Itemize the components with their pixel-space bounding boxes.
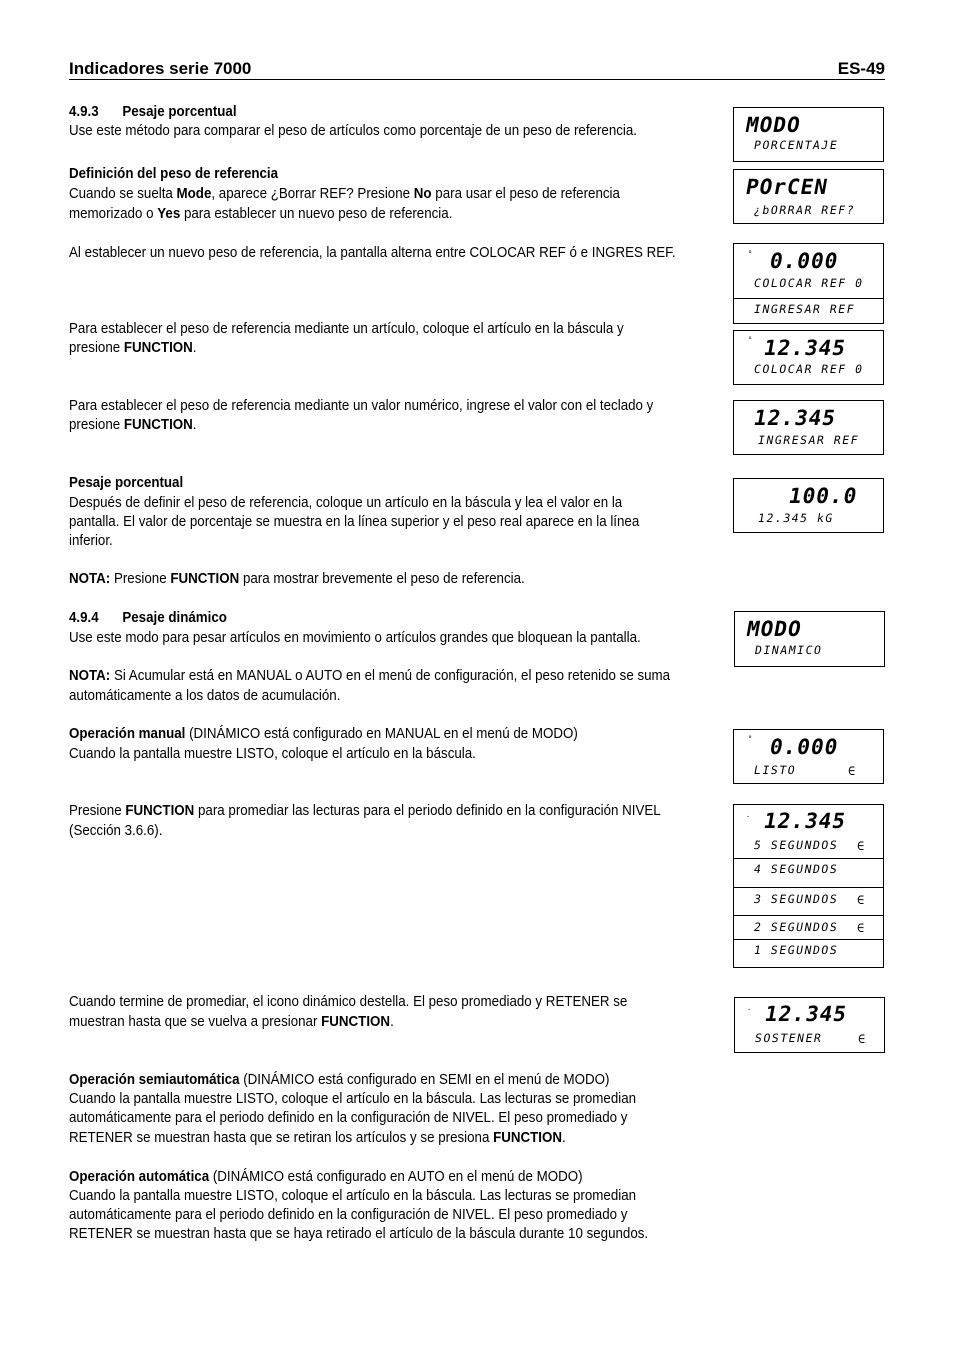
lcd-display-colocar-ref [733, 330, 884, 385]
lcd-sub-line: LISTO [752, 763, 798, 777]
paragraph-line: Después de definir el peso de referencia, coloque un artículo en la báscula y lea el valor en la [69, 495, 623, 511]
dynamic-icon: ∈ [848, 764, 856, 778]
lcd-divider [734, 939, 883, 940]
header-rule [69, 79, 885, 80]
lcd-main-line: 0.000 [767, 249, 841, 273]
lcd-display-percent [733, 478, 884, 533]
section-number: 4.9.3 [69, 104, 99, 120]
countdown-row: 1 SEGUNDOS [752, 943, 840, 957]
lcd-alt-line: INGRESAR REF [752, 302, 857, 316]
countdown-row: 4 SEGUNDOS [752, 862, 840, 876]
lcd-main-line: 12.345 [762, 1002, 849, 1026]
lcd-display-porcen [733, 169, 884, 224]
lcd-divider [734, 915, 883, 916]
lcd-main-line: 12.345 [761, 336, 848, 360]
lcd-main-line: 100.0 [786, 484, 860, 508]
lcd-main-line: 12.345 [761, 809, 848, 833]
lcd-main-line: POrCEN [743, 175, 830, 199]
dynamic-icon: ∈ [857, 893, 865, 907]
zero-indicator-icon: ° [748, 735, 753, 743]
lcd-divider [734, 887, 883, 888]
lcd-display-modo-dinamico [734, 611, 885, 667]
lcd-sub-line: SOSTENER [753, 1031, 824, 1045]
lcd-sub-line: COLOCAR REF 0 [752, 362, 865, 376]
lcd-sub-line: COLOCAR REF 0 [752, 276, 865, 290]
paragraph-line: Cuando la pantalla muestre LISTO, coloque el artículo en la báscula. Las lecturas se promedian [69, 1091, 637, 1107]
countdown-row: 2 SEGUNDOS [752, 920, 840, 934]
lcd-main-line: MODO [744, 617, 804, 641]
lcd-sub-line: ¿bORRAR REF? [752, 203, 857, 217]
countdown-row: 5 SEGUNDOS [752, 838, 840, 852]
paragraph-line: Cuando la pantalla muestre LISTO, coloque el artículo en la báscula. Las lecturas se promedian [69, 1188, 637, 1204]
lcd-divider [734, 298, 883, 299]
lcd-display-ingresar-ref [733, 400, 884, 455]
paragraph-line: Operación semiautomática (DINÁMICO está configurado en SEMI en el menú de MODO) [69, 1072, 610, 1088]
dynamic-icon: ∈ [857, 839, 865, 853]
paragraph-line: Para establecer el peso de referencia mediante un artículo, coloque el artículo en la báscula y [69, 321, 624, 337]
paragraph-line: Operación manual (DINÁMICO está configurado en MANUAL en el menú de MODO) [69, 726, 578, 742]
paragraph-line: RETENER se muestran hasta que se retiran los artículos y se presiona FUNCTION. [69, 1130, 566, 1146]
page-number: ES-49 [837, 59, 885, 78]
paragraph-line: inferior. [69, 533, 113, 549]
section-title: Pesaje porcentual [122, 104, 237, 120]
zero-indicator-icon: · [747, 1006, 752, 1014]
paragraph-line: (Sección 3.6.6). [69, 823, 163, 839]
paragraph-line: automáticamente para el periodo definido en la configuración de NIVEL. El peso promediado y [69, 1110, 628, 1126]
zero-indicator-icon: · [746, 813, 751, 821]
section-title: Pesaje dinámico [122, 610, 227, 626]
paragraph: Al establecer un nuevo peso de referencia, la pantalla alterna entre COLOCAR REF ó e INGRES REF. [69, 245, 676, 261]
paragraph-line: Cuando se suelta Mode, aparece ¿Borrar REF? Presione No para usar el peso de referencia [69, 186, 620, 202]
lcd-display-colocar-ingresar [733, 243, 884, 324]
paragraph-line: Para establecer el peso de referencia mediante un valor numérico, ingrese el valor con el teclado y [69, 398, 654, 414]
subheading: Definición del peso de referencia [69, 166, 279, 182]
note-line: automáticamente a los datos de acumulación. [69, 688, 341, 704]
lcd-display-modo-porcentaje [733, 107, 884, 162]
lcd-display-sostener [734, 997, 885, 1053]
paragraph-line: RETENER se muestran hasta que se haya retirado el artículo de la báscula durante 10 segundos. [69, 1226, 649, 1242]
zero-indicator-icon: ° [748, 250, 753, 258]
dynamic-icon: ∈ [857, 921, 865, 935]
paragraph-line: Cuando la pantalla muestre LISTO, coloque el artículo en la báscula. [69, 746, 476, 762]
paragraph-line: Presione FUNCTION para promediar las lecturas para el periodo definido en la configuración NIVEL [69, 803, 661, 819]
dynamic-icon: ∈ [858, 1032, 866, 1046]
lcd-main-line: 0.000 [767, 735, 841, 759]
lcd-display-countdown [733, 804, 884, 968]
lcd-sub-line: INGRESAR REF [756, 433, 861, 447]
section-heading-4-9-3 [69, 103, 658, 122]
section-number: 4.9.4 [69, 610, 99, 626]
paragraph-line: automáticamente para el periodo definido en la configuración de NIVEL. El peso promediado y [69, 1207, 628, 1223]
section-heading-4-9-4 [69, 609, 658, 628]
paragraph: Use este método para comparar el peso de artículos como porcentaje de un peso de referencia. [69, 123, 638, 139]
lcd-divider [734, 858, 883, 859]
lcd-sub-line: DINAMICO [753, 643, 824, 657]
zero-indicator-icon: ° [748, 336, 753, 344]
paragraph-line: pantalla. El valor de porcentaje se muestra en la línea superior y el peso real aparece en la línea [69, 514, 640, 530]
paragraph-line: memorizado o Yes para establecer un nuevo peso de referencia. [69, 206, 453, 222]
paragraph-line: Cuando termine de promediar, el icono dinámico destella. El peso promediado y RETENER se [69, 994, 628, 1010]
lcd-main-line: 12.345 [751, 406, 838, 430]
subheading: Pesaje porcentual [69, 475, 184, 491]
lcd-sub-line: 12.345 kG [756, 511, 836, 525]
paragraph-line: presione FUNCTION. [69, 417, 197, 433]
note: NOTA: Presione FUNCTION para mostrar brevemente el peso de referencia. [69, 571, 525, 587]
countdown-row: 3 SEGUNDOS [752, 892, 840, 906]
lcd-sub-line: PORCENTAJE [752, 138, 840, 152]
lcd-display-listo [733, 729, 884, 784]
paragraph: Use este modo para pesar artículos en movimiento o artículos grandes que bloquean la pantalla. [69, 630, 641, 646]
paragraph-line: presione FUNCTION. [69, 340, 197, 356]
paragraph-line: muestran hasta que se vuelva a presionar FUNCTION. [69, 1014, 394, 1030]
note-line: NOTA: Si Acumular está en MANUAL o AUTO en el menú de configuración, el peso retenido se suma [69, 668, 671, 684]
header-title: Indicadores serie 7000 [69, 59, 252, 78]
lcd-main-line: MODO [743, 113, 803, 137]
paragraph-line: Operación automática (DINÁMICO está configurado en AUTO en el menú de MODO) [69, 1169, 583, 1185]
